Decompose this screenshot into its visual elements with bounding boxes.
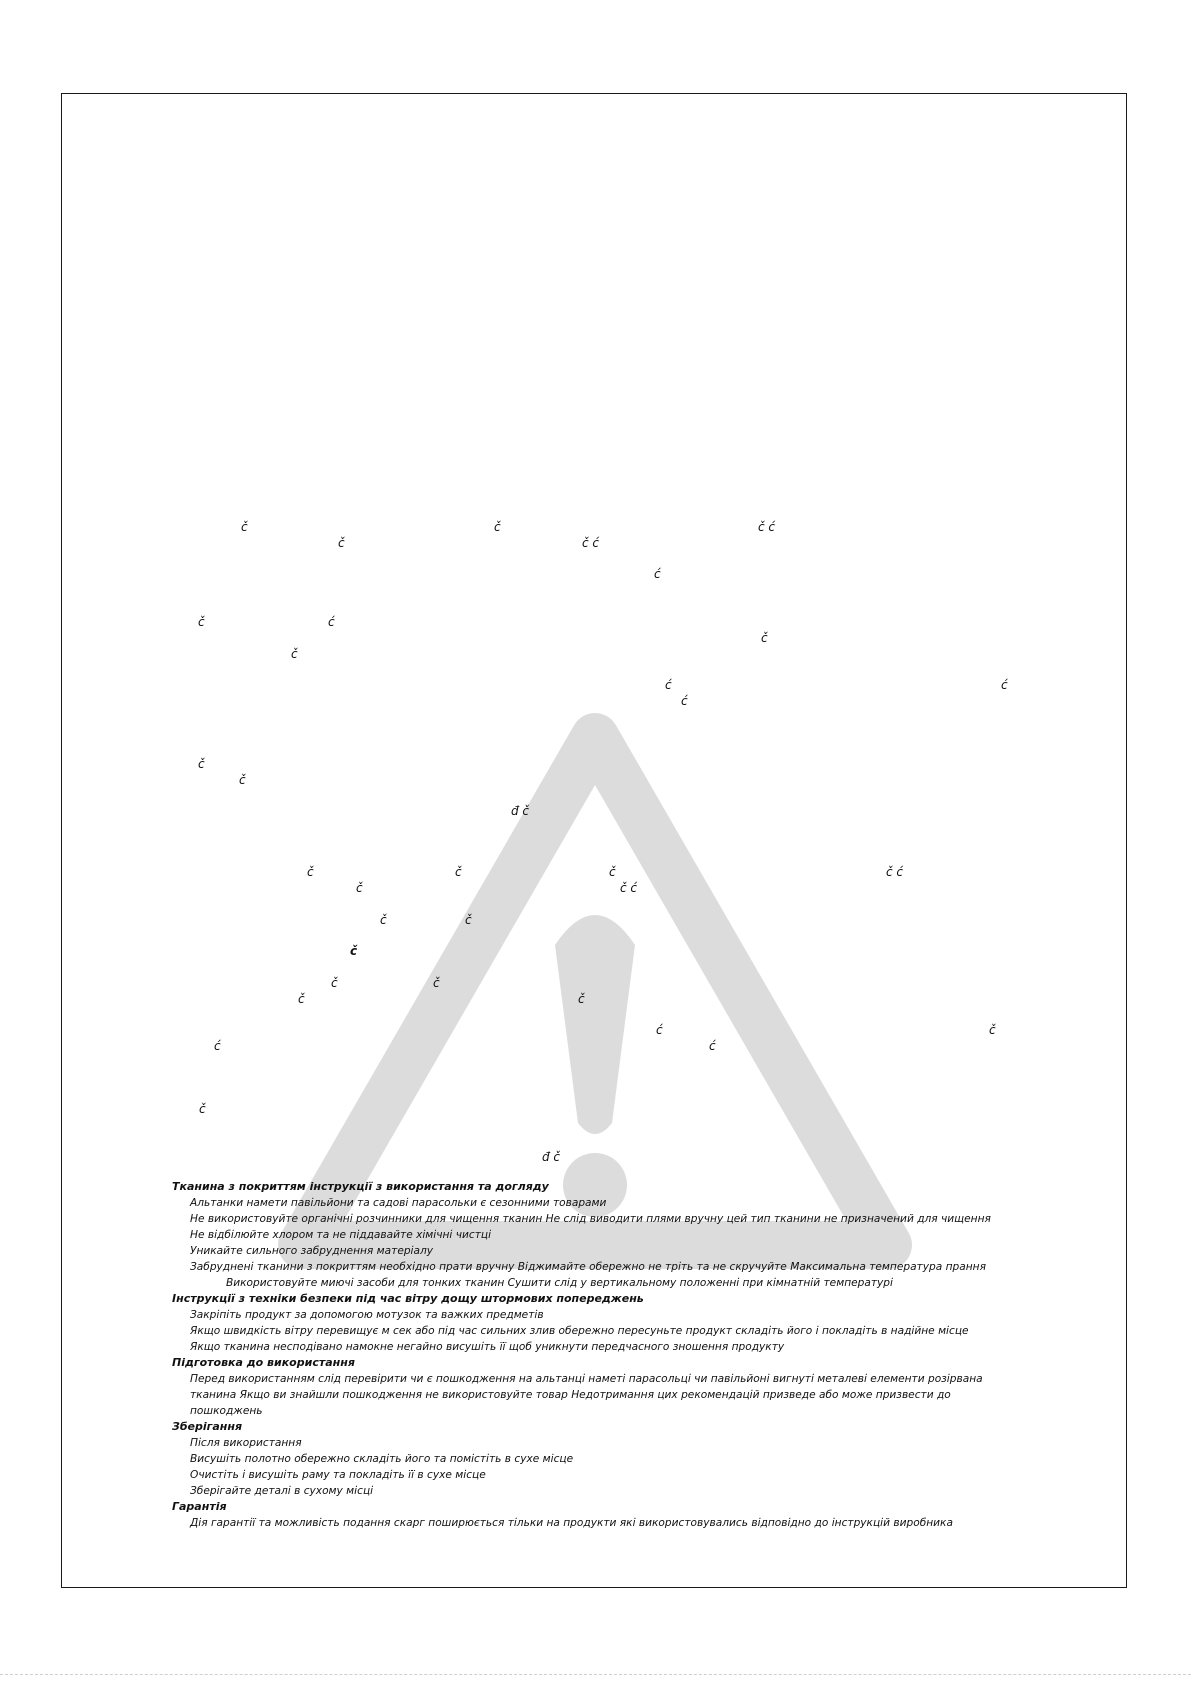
glyph: č ć xyxy=(582,536,600,550)
section-heading-fabric-care: Тканина з покриттям інструкції з використання та догляду xyxy=(172,1180,549,1193)
glyph: ć xyxy=(709,1039,716,1053)
text-line: Закріпіть продукт за допомогою мотузок та важких предметів xyxy=(190,1309,544,1321)
glyph: č xyxy=(433,976,440,990)
glyph: č xyxy=(198,615,205,629)
text-line: Не використовуйте органічні розчинники для чищення тканин Не слід виводити плями вручну цей тип тканини не призначений для чищення xyxy=(190,1213,991,1225)
glyph: ć xyxy=(665,678,672,692)
glyph: đ č xyxy=(511,804,530,818)
glyph: č xyxy=(307,865,314,879)
glyph: ć xyxy=(681,694,688,708)
text-line: Зберігайте деталі в сухому місці xyxy=(190,1485,374,1497)
glyph: ć xyxy=(1001,678,1008,692)
glyph: č xyxy=(199,1102,206,1116)
instructions-text xyxy=(172,1179,1052,1531)
glyph: č xyxy=(455,865,462,879)
section-heading-warranty: Гарантія xyxy=(172,1500,227,1513)
glyph: č xyxy=(239,773,246,787)
text-line: Перед використанням слід перевірити чи є пошкодження на альтанці наметі парасольці чи павільйоні вигнуті металеві елементи розірвана xyxy=(190,1373,983,1385)
glyph: č ć xyxy=(758,520,776,534)
section-heading-safety: Інструкції з техніки безпеки під час вітру дощу штормових попереджень xyxy=(172,1292,644,1305)
glyph: č xyxy=(241,520,248,534)
glyph: ć xyxy=(654,567,661,581)
glyph: ć xyxy=(328,615,335,629)
glyph: đ č xyxy=(542,1150,561,1164)
glyph: č xyxy=(494,520,501,534)
glyph: č ć xyxy=(886,865,904,879)
glyph: č xyxy=(298,992,305,1006)
glyph: č xyxy=(609,865,616,879)
text-line: Якщо тканина несподівано намокне негайно висушіть її щоб уникнути передчасного зношення продукту xyxy=(190,1341,785,1353)
text-line: Не відбілюйте хлором та не піддавайте хімічні чистці xyxy=(190,1229,492,1241)
text-line: Дія гарантії та можливість подання скарг поширюється тільки на продукти які використовувались відповідно до інструкцій виробника xyxy=(190,1517,953,1529)
glyph: č xyxy=(380,913,387,927)
glyph: č xyxy=(338,536,345,550)
page-edge-divider xyxy=(0,1674,1191,1675)
glyph: č xyxy=(350,944,358,958)
text-line: Очистіть і висушіть раму та покладіть її в сухе місце xyxy=(190,1469,486,1481)
glyph: č xyxy=(198,757,205,771)
text-line: Якщо швидкість вітру перевищує м сек або під час сильних злив обережно пересуньте продукт складіть його і покладіть в надійне місце xyxy=(190,1325,969,1337)
section-heading-storage: Зберігання xyxy=(172,1420,243,1433)
text-line: Використовуйте миючі засоби для тонких тканин Сушити слід у вертикальному положенні при кімнатній температурі xyxy=(226,1277,893,1289)
glyph: ć xyxy=(214,1039,221,1053)
glyph: č xyxy=(989,1023,996,1037)
text-line: пошкоджень xyxy=(190,1405,263,1417)
glyph: č xyxy=(465,913,472,927)
glyph: č xyxy=(761,631,768,645)
text-line: тканина Якщо ви знайшли пошкодження не використовуйте товар Недотримання цих рекомендацій призведе або може призвести до xyxy=(190,1389,951,1401)
text-line: Висушіть полотно обережно складіть його та помістіть в сухе місце xyxy=(190,1453,574,1465)
glyph: č ć xyxy=(620,881,638,895)
text-line: Після використання xyxy=(190,1437,302,1449)
glyph: č xyxy=(331,976,338,990)
glyph: č xyxy=(578,992,585,1006)
glyph: č xyxy=(356,881,363,895)
text-line: Забруднені тканини з покриттям необхідно прати вручну Віджимайте обережно не тріть та не скручуйте Максимальна температура прання xyxy=(190,1261,986,1273)
glyph: ć xyxy=(656,1023,663,1037)
text-line: Альтанки намети павільйони та садові парасольки є сезонними товарами xyxy=(190,1197,607,1209)
text-line: Уникайте сильного забруднення матеріалу xyxy=(190,1245,434,1257)
section-heading-preparation: Підготовка до використання xyxy=(172,1356,355,1369)
glyph: č xyxy=(291,647,298,661)
